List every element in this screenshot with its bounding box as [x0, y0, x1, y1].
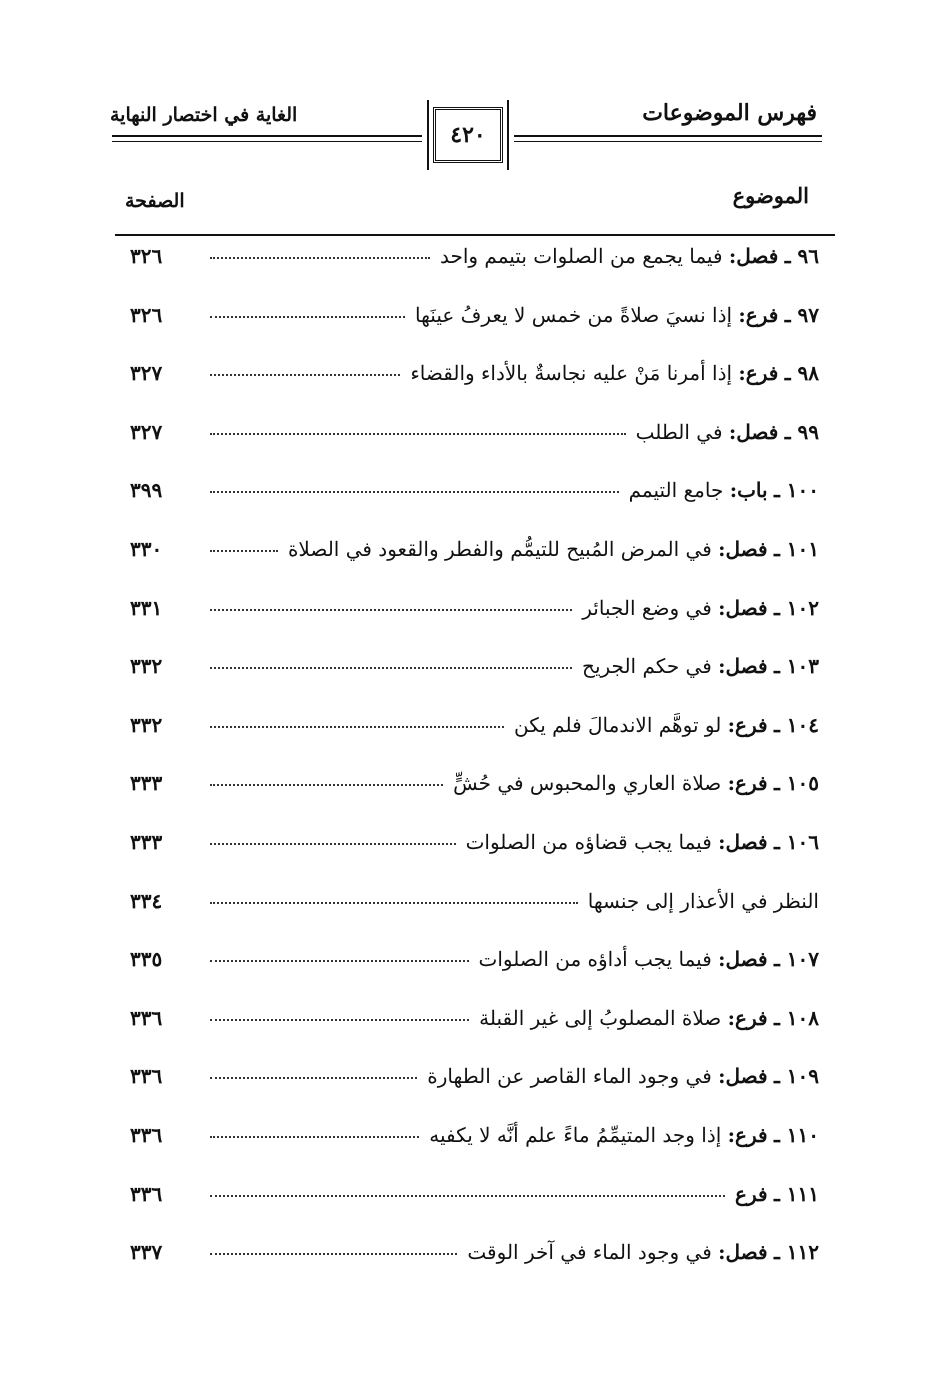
toc-entry-kind: فرع: [727, 1123, 768, 1147]
header-rule-right [514, 135, 822, 137]
toc-entry [130, 654, 819, 694]
toc-entry [130, 1182, 819, 1222]
toc-leader-dots [210, 843, 456, 845]
header-rule-right-thin [514, 141, 822, 142]
toc-entry-title: في المرض المُبيح للتيمُّم والفطر والقعود في الصلاة [287, 537, 712, 561]
toc-entry [130, 771, 819, 811]
toc-entry-number: ١٠٩ ـ [773, 1064, 819, 1089]
toc-entry-text [735, 1182, 819, 1206]
toc-entry-number: ١٠١ ـ [773, 537, 819, 561]
toc-entry [130, 1240, 819, 1280]
toc-entry-title: فيما يجمع من الصلوات بتيمم واحد [439, 244, 723, 268]
toc-leader-dots [210, 1077, 417, 1079]
toc-entry-number: ٩٦ ـ [784, 244, 819, 268]
toc-entry [130, 596, 819, 636]
header-rule-left-thin [112, 141, 422, 142]
toc-entry-kind: فصل: [718, 947, 768, 972]
toc-entry [130, 1064, 819, 1104]
toc-entry-title: فيما يجب أداؤه من الصلوات [478, 947, 712, 972]
toc-entry [130, 830, 819, 870]
toc-entry-title: في حكم الجريح [582, 654, 712, 679]
toc-entry-kind: فصل: [728, 244, 779, 268]
toc-entry-page: ٣٣٣ [130, 771, 163, 796]
toc-leader-dots [210, 491, 619, 493]
toc-entry-title: إذا أمرنا مَنْ عليه نجاسةٌ بالأداء والقضاء [410, 361, 733, 386]
toc-entry-title: صلاة المصلوبُ إلى غير القبلة [479, 1005, 722, 1030]
toc-entry-page: ٣٣٤ [130, 888, 163, 913]
toc-entry-page: ٣٣٧ [130, 1240, 163, 1265]
toc-entry-page: ٣٣٦ [130, 1181, 163, 1206]
toc-entry-title: إذا وجد المتيمِّمُ ماءً علم أنَّه لا يكفيه [429, 1123, 722, 1147]
toc-entry-text [410, 361, 819, 385]
toc-entry-text [629, 478, 819, 502]
toc-entry-title: في وجود الماء في آخر الوقت [467, 1240, 712, 1265]
toc-entry-page: ٣٢٦ [130, 244, 163, 268]
toc-entry-text [453, 771, 819, 795]
toc-entry-number: ١١١ ـ [773, 1181, 819, 1206]
toc-leader-dots [210, 960, 469, 962]
toc-leader-dots [210, 726, 504, 728]
toc-entry-title: فيما يجب قضاؤه من الصلوات [465, 830, 712, 854]
toc-entry [130, 244, 819, 284]
toc-leader-dots [210, 609, 572, 611]
toc-entry-text [479, 1006, 819, 1030]
toc-entry-title: النظر في الأعذار إلى جنسها [587, 888, 819, 913]
toc-entry-page: ٣٣٣ [130, 830, 163, 854]
toc-entry-kind: فرع [735, 1181, 768, 1206]
toc-entry-page: ٣٣٦ [130, 1064, 163, 1089]
toc-leader-dots [210, 1136, 419, 1138]
toc-entry-number: ١٠٤ ـ [773, 712, 819, 737]
toc-entry-kind: فصل: [718, 1240, 768, 1265]
toc-entry-title: جامع التيمم [628, 478, 724, 503]
header-rule-left [112, 135, 422, 137]
page-number: ٤٢٠ [450, 122, 486, 148]
toc-leader-dots [210, 1195, 725, 1197]
toc-entry-kind: فصل: [718, 595, 768, 620]
toc-entry-title: في وضع الجبائر [582, 595, 712, 620]
toc-entry [130, 889, 819, 929]
toc-entry-page: ٣٣٦ [130, 1123, 163, 1147]
toc-entry-text [588, 889, 819, 913]
toc-entry-text [429, 1123, 819, 1147]
toc-entry-kind: فصل: [718, 654, 768, 679]
toc-leader-dots [210, 1019, 469, 1021]
toc-entry-title: لو توهَّم الاندمالَ فلم يكن [513, 712, 722, 737]
toc-entry [130, 420, 819, 460]
toc-entry-text [582, 654, 819, 678]
toc-entry-kind: باب: [729, 478, 768, 503]
toc-entry-page: ٣٢٧ [130, 361, 163, 386]
toc-leader-dots [210, 374, 400, 376]
toc-entry-title: إذا نسيَ صلاةً من خمس لا يعرفُ عينَها [414, 302, 733, 327]
toc-entry-number: ١٠٣ ـ [773, 654, 819, 679]
column-heading-page: الصفحة [125, 190, 185, 212]
toc-entry-number: ٩٧ ـ [784, 302, 819, 327]
column-heading-rule [115, 234, 835, 236]
toc-leader-dots [210, 316, 405, 318]
toc-entry-kind: فرع: [738, 361, 779, 386]
toc-entry-kind: فصل: [718, 830, 768, 854]
toc-entry-number: ١٠٠ ـ [773, 478, 819, 503]
toc-leader-dots [210, 902, 578, 904]
toc-entry [130, 478, 819, 518]
toc-entry-kind: فصل: [718, 1064, 768, 1089]
toc-leader-dots [210, 257, 430, 259]
toc-leader-dots [210, 667, 572, 669]
toc-entry-number: ٩٨ ـ [784, 361, 819, 386]
toc-entry-page: ٣٣١ [130, 595, 163, 620]
toc-entry-text [636, 420, 819, 444]
toc-entry-text [288, 537, 819, 561]
toc-leader-dots [210, 550, 278, 552]
toc-entry-text [466, 830, 819, 854]
toc-entry-number: ٩٩ ـ [784, 419, 819, 444]
toc-entry-number: ١٠٢ ـ [773, 595, 819, 620]
running-header-section: فهرس الموضوعات [642, 100, 817, 126]
toc-leader-dots [210, 784, 443, 786]
toc-entry-kind: فرع: [727, 1005, 768, 1030]
toc-entry-kind: فرع: [738, 302, 779, 327]
toc-entry [130, 303, 819, 343]
toc-entry [130, 361, 819, 401]
toc-entry [130, 713, 819, 753]
toc-entry-text [440, 244, 819, 268]
toc-entry-page: ٣٣٦ [130, 1005, 163, 1030]
toc-entry-page: ٣٢٦ [130, 302, 163, 327]
toc-leader-dots [210, 433, 626, 435]
toc-entry-kind: فصل: [718, 537, 768, 561]
toc-entry-title: في وجود الماء القاصر عن الطهارة [427, 1064, 712, 1089]
toc-entry-page: ٣٣٠ [130, 537, 163, 561]
toc-entry-text [514, 713, 819, 737]
toc-entry-page: ٣٢٧ [130, 419, 163, 444]
toc-entry [130, 1006, 819, 1046]
running-header-book-title: الغاية في اختصار النهاية [110, 104, 298, 126]
toc-entry [130, 537, 819, 577]
toc-entry-kind: فرع: [727, 771, 768, 796]
toc-entry-number: ١١٠ ـ [773, 1123, 819, 1147]
toc-entry [130, 1123, 819, 1163]
column-heading-topic: الموضوع [732, 183, 809, 208]
toc-entry-title: في الطلب [635, 419, 723, 444]
page-number-box [433, 107, 503, 163]
toc-entry-page: ٣٣٢ [130, 654, 163, 679]
toc-entry-page: ٣٣٢ [130, 712, 163, 737]
toc-entry-number: ١٠٦ ـ [773, 830, 819, 854]
toc-entry-text [479, 947, 819, 971]
toc-entry-text [582, 596, 819, 620]
toc-entry-text [427, 1064, 819, 1088]
toc-entry-text [415, 303, 819, 327]
toc-entry-number: ١٠٥ ـ [773, 771, 819, 796]
toc-entry [130, 947, 819, 987]
toc-entry-page: ٣٣٥ [130, 947, 163, 972]
toc-entry-page: ٣٩٩ [130, 478, 163, 503]
toc-entry-text [467, 1240, 819, 1264]
toc-entry-title: صلاة العاري والمحبوس في حُشٍّ [453, 771, 722, 796]
toc-entry-kind: فرع: [727, 712, 768, 737]
toc-entry-number: ١٠٧ ـ [773, 947, 819, 972]
toc-entry-number: ١٠٨ ـ [773, 1005, 819, 1030]
toc-entry-number: ١١٢ ـ [773, 1240, 819, 1265]
toc-entry-kind: فصل: [728, 419, 779, 444]
toc-leader-dots [210, 1253, 457, 1255]
